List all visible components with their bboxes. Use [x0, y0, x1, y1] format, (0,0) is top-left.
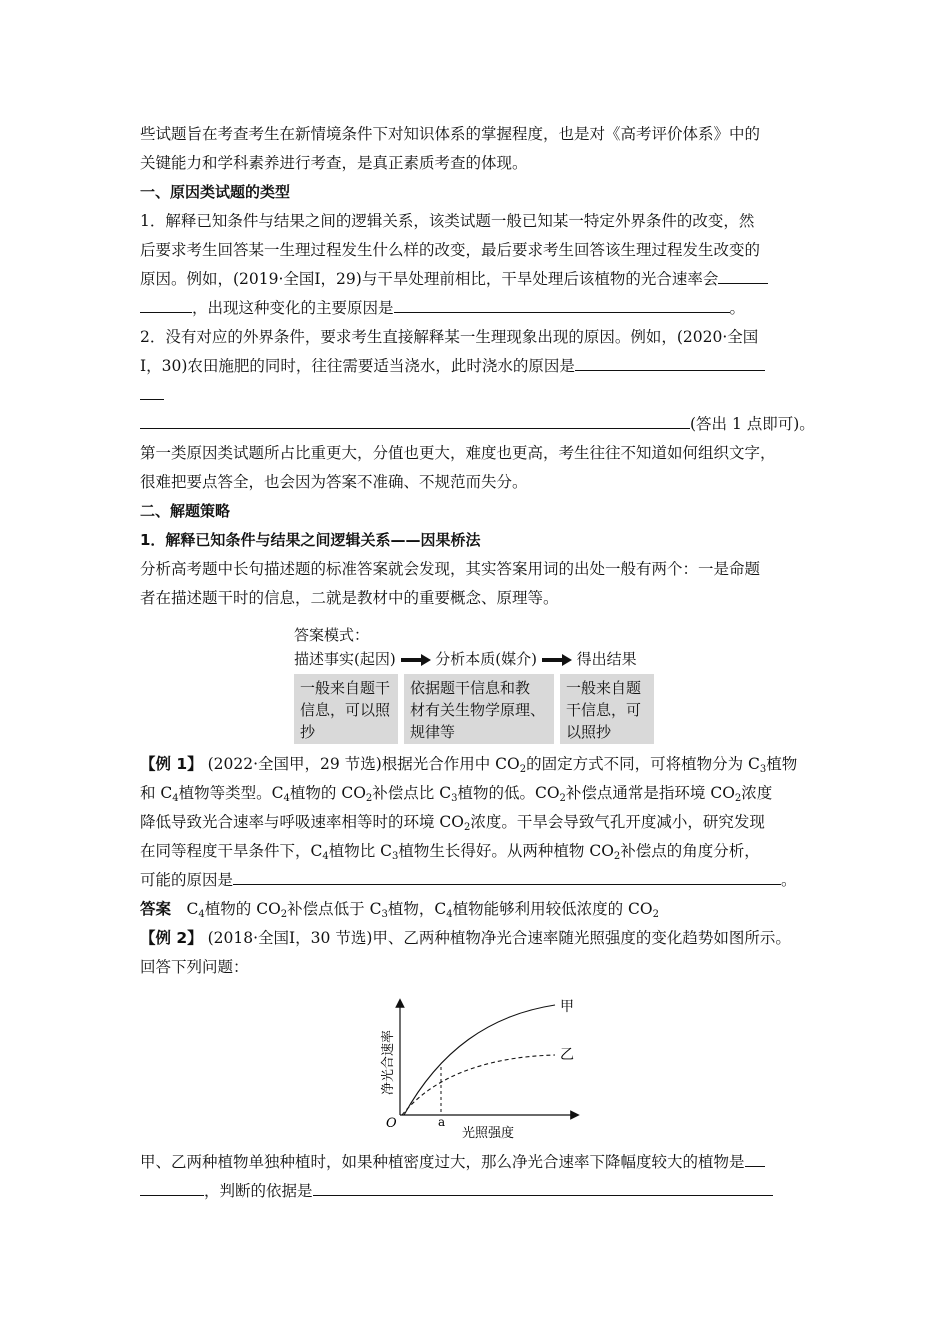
- answer-blank[interactable]: [394, 294, 730, 313]
- series-jia-line: [404, 1005, 555, 1115]
- box-line: 规律等: [410, 723, 456, 741]
- example-2-line: 【例 2】 (2018·全国Ⅰ，30 节选)甲、乙两种植物净光合速率随光照强度的变化趋势如图所示。: [140, 929, 791, 947]
- flow-step-medium: 分析本质(媒介): [435, 650, 537, 668]
- answer-blank[interactable]: [140, 381, 164, 400]
- box-line: 抄: [300, 723, 316, 741]
- arrow-right-icon: [542, 655, 572, 665]
- question-line: ，判断的依据是: [140, 1177, 820, 1206]
- paragraph-line: 分析高考题中长句描述题的标准答案就会发现，其实答案用词的出处一般有两个：一是命题: [140, 560, 761, 578]
- example-1-line: 降低导致光合速率与呼吸速率相等时的环境 $CO_2$浓度。干旱会导致气孔开度减小，研究发现: [140, 813, 765, 833]
- box-line: 干信息，可: [566, 701, 642, 719]
- question-line: 甲、乙两种植物单独种植时，如果种植密度过大，那么净光合速率下降幅度较大的植物是: [140, 1148, 820, 1177]
- intro-line: 关键能力和学科素养进行考查，是真正素质考查的体现。: [140, 154, 528, 172]
- document-page: [140, 120, 820, 613]
- box-line: 一般来自题干: [300, 679, 391, 697]
- box-line: 材有关生物学原理、: [410, 701, 546, 719]
- answer-blank[interactable]: [140, 410, 690, 429]
- paragraph-line: 2．没有对应的外界条件，要求考生直接解释某一生理现象出现的原因。例如，(2020·全国: [140, 328, 759, 346]
- paragraph-line: 第一类原因类试题所占比重更大，分值也更大，难度也更高，考生往往不知道如何组织文字，: [140, 444, 776, 462]
- y-axis-label: 净光合速率: [381, 1029, 396, 1095]
- x-marker-label: a: [438, 1115, 446, 1129]
- answer-blank[interactable]: [140, 1177, 204, 1196]
- paragraph-line: (答出 1 点即可)。: [140, 410, 820, 439]
- example-1-line: 和 $C_4$植物等类型。$C_4$植物的 $CO_2$补偿点比 $C_3$植物的低。$CO_2$补偿点通常是指环境 $CO_2$浓度: [140, 784, 773, 804]
- series-yi-label: 乙: [560, 1047, 574, 1063]
- answer-blank[interactable]: [575, 352, 765, 371]
- arrow-right-icon: [401, 655, 431, 665]
- answer-blank[interactable]: [140, 294, 192, 313]
- example-1-line: 可能的原因是 。: [140, 866, 820, 895]
- subsection-heading: 1．解释已知条件与结果之间逻辑关系——因果桥法: [140, 531, 481, 549]
- x-axis-label: 光照强度: [462, 1126, 515, 1140]
- origin-label: O: [386, 1116, 397, 1131]
- example-2-line: 回答下列问题：: [140, 958, 249, 976]
- series-jia-label: 甲: [560, 999, 574, 1015]
- diagram-box-cause: [294, 674, 398, 744]
- example-section: [140, 750, 820, 982]
- box-line: 以照抄: [566, 723, 612, 741]
- diagram-box-medium: [404, 674, 554, 744]
- answer-blank[interactable]: [313, 1177, 773, 1196]
- paragraph-line: ，出现这种变化的主要原因是 。: [140, 294, 820, 323]
- section-heading: 二、解题策略: [140, 502, 231, 520]
- paragraph-line: 者在描述题干时的信息，二就是教材中的重要概念、原理等。: [140, 589, 559, 607]
- example-1-answer: 答案 $C_4$植物的 $CO_2$补偿点低于 $C_3$植物，$C_4$植物能够利用较低浓度的 $CO_2$: [140, 900, 659, 920]
- series-yi-line: [402, 1055, 555, 1115]
- example-2-question: [140, 1148, 820, 1206]
- flow-step-cause: 描述事实(起因): [294, 650, 396, 668]
- paragraph-line: [140, 381, 820, 410]
- box-line: 一般来自题: [566, 679, 642, 697]
- diagram-box-result: [560, 674, 654, 744]
- diagram-flow: [294, 648, 637, 669]
- paragraph-line: 原因。例如，(2019·全国Ⅰ，29)与干旱处理前相比，干旱处理后该植物的光合速率会: [140, 265, 820, 294]
- box-line: 依据题干信息和教: [410, 679, 531, 697]
- paragraph-line: Ⅰ，30)农田施肥的同时，往往需要适当浇水，此时浇水的原因是: [140, 352, 820, 381]
- answer-blank[interactable]: [718, 265, 768, 284]
- flow-step-result: 得出结果: [576, 650, 637, 668]
- diagram-title: 答案模式：: [294, 626, 370, 644]
- box-line: 信息，可以照: [300, 701, 391, 719]
- answer-blank[interactable]: [745, 1148, 765, 1167]
- answer-pattern-diagram: [294, 624, 654, 744]
- section-heading: 一、原因类试题的类型: [140, 183, 291, 201]
- intro-line: 些试题旨在考查考生在新情境条件下对知识体系的掌握程度，也是对《高考评价体系》中的: [140, 125, 761, 143]
- paragraph-line: 很难把要点答全，也会因为答案不准确、不规范而失分。: [140, 473, 528, 491]
- answer-blank[interactable]: [233, 866, 781, 885]
- example-1-line: 在同等程度干旱条件下，$C_4$植物比 $C_3$植物生长得好。从两种植物 $CO_2$补偿点的角度分析，: [140, 842, 760, 862]
- paragraph-line: 后要求考生回答某一生理过程发生什么样的改变，最后要求考生回答该生理过程发生改变的: [140, 241, 761, 259]
- photosynthesis-chart: [370, 995, 590, 1140]
- paragraph-line: 1．解释已知条件与结果之间的逻辑关系，该类试题一般已知某一特定外界条件的改变，然: [140, 212, 755, 230]
- example-1-line: 【例 1】 (2022·全国甲，29 节选)根据光合作用中 $CO_2$的固定方式不同，可将植物分为 $C_3$植物: [140, 755, 798, 775]
